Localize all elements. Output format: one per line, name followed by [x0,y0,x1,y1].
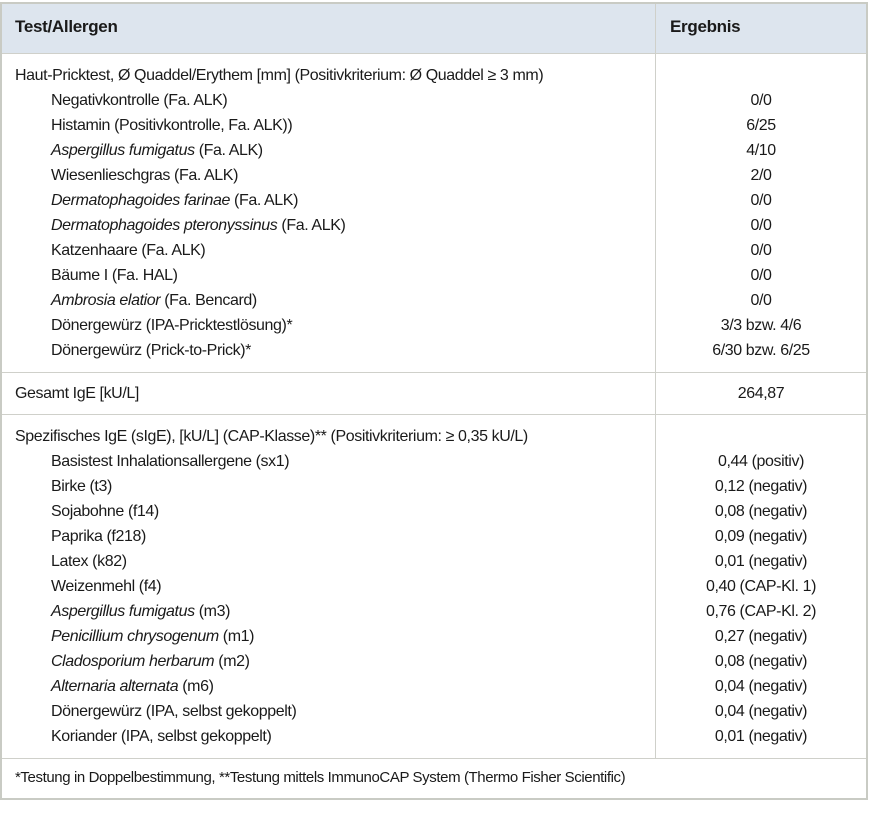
table-row-value: 0/0 [750,192,772,209]
table-row-label: Koriander (IPA, selbst gekoppelt) [51,728,272,745]
table-row-label: Katzenhaare (Fa. ALK) [51,242,206,259]
table-row-label: Dermatophagoides pteronyssinus (Fa. ALK) [51,217,346,234]
table-row-label: Aspergillus fumigatus (m3) [51,603,231,620]
section-values [656,54,866,372]
table-row-value: 0,04 (negativ) [714,703,808,720]
table-row-label: Latex (k82) [51,553,127,570]
table-row-value: 0/0 [750,292,772,309]
table-row-value: 0/0 [750,267,772,284]
section-title: Spezifisches IgE (sIgE), [kU/L] (CAP-Klasse)** (Positivkriterium: ≥ 0,35 kU/L) [15,428,528,445]
table-row-label: Wiesenlieschgras (Fa. ALK) [51,167,239,184]
section-labels [2,415,656,758]
table-row-value: 0,12 (negativ) [714,478,808,495]
table-row-label: Birke (t3) [51,478,112,495]
table-row-label: Aspergillus fumigatus (Fa. ALK) [51,142,263,159]
section-specific-ige [2,415,866,759]
allergy-test-table [0,2,868,800]
table-row-label: Histamin (Positivkontrolle, Fa. ALK)) [51,117,293,134]
table-row-value: 6/25 [746,117,776,134]
table-row-value: 0/0 [750,242,772,259]
table-row-value: 0,08 (negativ) [714,653,808,670]
table-row-label: Dönergewürz (IPA, selbst gekoppelt) [51,703,297,720]
table-row-label: Alternaria alternata (m6) [51,678,214,695]
table-row-label: Dermatophagoides farinae (Fa. ALK) [51,192,298,209]
table-row-label: Basistest Inhalationsallergene (sx1) [51,453,290,470]
section-values [656,415,866,758]
table-row-label: Weizenmehl (f4) [51,578,162,595]
table-row-value: 3/3 bzw. 4/6 [720,317,802,334]
section-skin-prick-test [2,54,866,373]
section-title: Haut-Pricktest, Ø Quaddel/Erythem [mm] (Positivkriterium: Ø Quaddel ≥ 3 mm) [15,67,544,84]
table-row-value: 0,44 (positiv) [718,453,804,470]
table-row-label: Dönergewürz (Prick-to-Prick)* [51,342,251,359]
table-row-value: 0,76 (CAP-Kl. 2) [705,603,817,620]
table-row-label: Dönergewürz (IPA-Pricktestlösung)* [51,317,293,334]
table-row-label: Penicillium chrysogenum (m1) [51,628,255,645]
section-title: Gesamt IgE [kU/L] [2,373,656,414]
table-row-value: 264,87 [737,385,785,402]
table-row-label: Bäume I (Fa. HAL) [51,267,178,284]
header-result: Ergebnis [670,17,741,36]
table-row-value: 0,01 (negativ) [714,553,808,570]
table-row-value: 0,01 (negativ) [714,728,808,745]
table-row-value: 6/30 bzw. 6/25 [712,342,810,359]
table-footnote: *Testung in Doppelbestimmung, **Testung mittels ImmunoCAP System (Thermo Fisher Scientific) [15,769,626,786]
table-row-value: 4/10 [746,142,776,159]
section-total-ige [2,373,866,415]
table-row-label: Negativkontrolle (Fa. ALK) [51,92,228,109]
table-row-label: Cladosporium herbarum (m2) [51,653,250,670]
table-row-value: 0,08 (negativ) [714,503,808,520]
table-row-label: Ambrosia elatior (Fa. Bencard) [51,292,257,309]
table-row-value: 2/0 [750,167,772,184]
table-footnote-row [2,759,866,798]
section-labels [2,54,656,372]
header-test-allergen: Test/Allergen [2,4,656,53]
table-header-row [2,4,866,54]
table-row-value: 0,27 (negativ) [714,628,808,645]
table-row-label: Paprika (f218) [51,528,146,545]
table-row-value: 0/0 [750,217,772,234]
table-row-value: 0,40 (CAP-Kl. 1) [705,578,817,595]
table-row-label: Sojabohne (f14) [51,503,159,520]
table-row-value: 0,09 (negativ) [714,528,808,545]
table-row-value: 0/0 [750,92,772,109]
table-row-value: 0,04 (negativ) [714,678,808,695]
